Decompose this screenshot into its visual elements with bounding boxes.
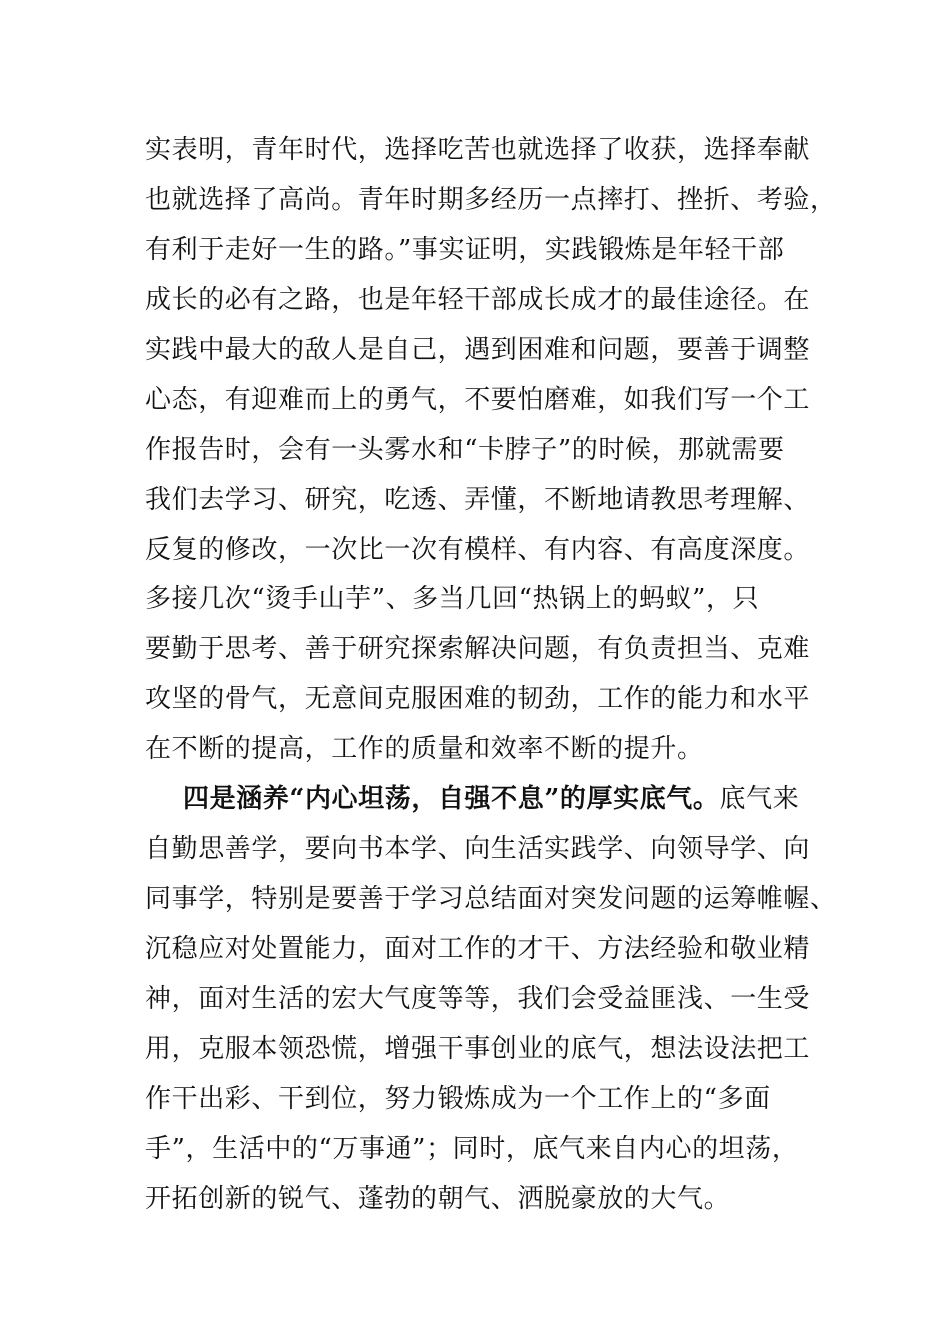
text-line: 有利于走好一生的路。”事实证明，实践锻炼是年轻干部 [145,234,785,265]
text-line: 成长的必有之路，也是年轻干部成长成才的最佳途径。在 [145,284,811,315]
text-line: 心态，有迎难而上的勇气，不要怕磨难，如我们写一个工 [145,384,811,415]
section-heading: 四是涵养“内心坦荡，自强不息”的厚实底气。 [183,784,720,815]
text-line: 自勤思善学，要向书本学、向生活实践学、向领导学、向 [145,834,811,865]
text-line: 神，面对生活的宏大气度等等，我们会受益匪浅、一生受 [145,983,811,1014]
text-line: 用，克服本领恐慌，增强干事创业的底气，想法设法把工 [145,1033,811,1064]
paragraph-practice [145,126,837,775]
text-line: 我们去学习、研究，吃透、弄懂，不断地请教思考理解、 [145,484,811,515]
paragraph-confidence [145,775,837,1224]
text-line: 多接几次“烫手山芋”、多当几回“热锅上的蚂蚁”，只 [145,584,760,615]
text-line [145,775,825,825]
text-line: 同事学，特别是要善于学习总结面对突发问题的运筹帷幄、 [145,884,837,915]
text-line: 实表明，青年时代，选择吃苦也就选择了收获，选择奉献 [145,135,811,165]
text-line: 也就选择了高尚。青年时期多经历一点摔打、挫折、考验， [145,184,837,215]
text-line: 实践中最大的敌人是自己，遇到困难和问题，要善于调整 [145,334,811,365]
text-line: 在不断的提高，工作的质量和效率不断的提升。 [145,734,704,765]
text-line: 要勤于思考、善于研究探索解决问题，有负责担当、克难 [145,634,811,665]
text-line: 开拓创新的锐气、蓬勃的朝气、洒脱豪放的大气。 [145,1183,731,1214]
text-line: 攻坚的骨气，无意间克服困难的韧劲，工作的能力和水平 [145,684,811,715]
text-line: 作干出彩、干到位，努力锻炼成为一个工作上的“多面 [145,1083,771,1114]
text-line: 手”，生活中的“万事通”；同时，底气来自内心的坦荡， [145,1133,799,1164]
text-line: 沉稳应对处置能力，面对工作的才干、方法经验和敬业精 [145,934,811,964]
text-run: 底气来 [719,784,800,815]
document-page [145,126,837,1225]
text-line: 作报告时，会有一头雾水和“卡脖子”的时候，那就需要 [145,434,785,465]
text-line: 反复的修改，一次比一次有模样、有内容、有高度深度。 [145,534,811,565]
